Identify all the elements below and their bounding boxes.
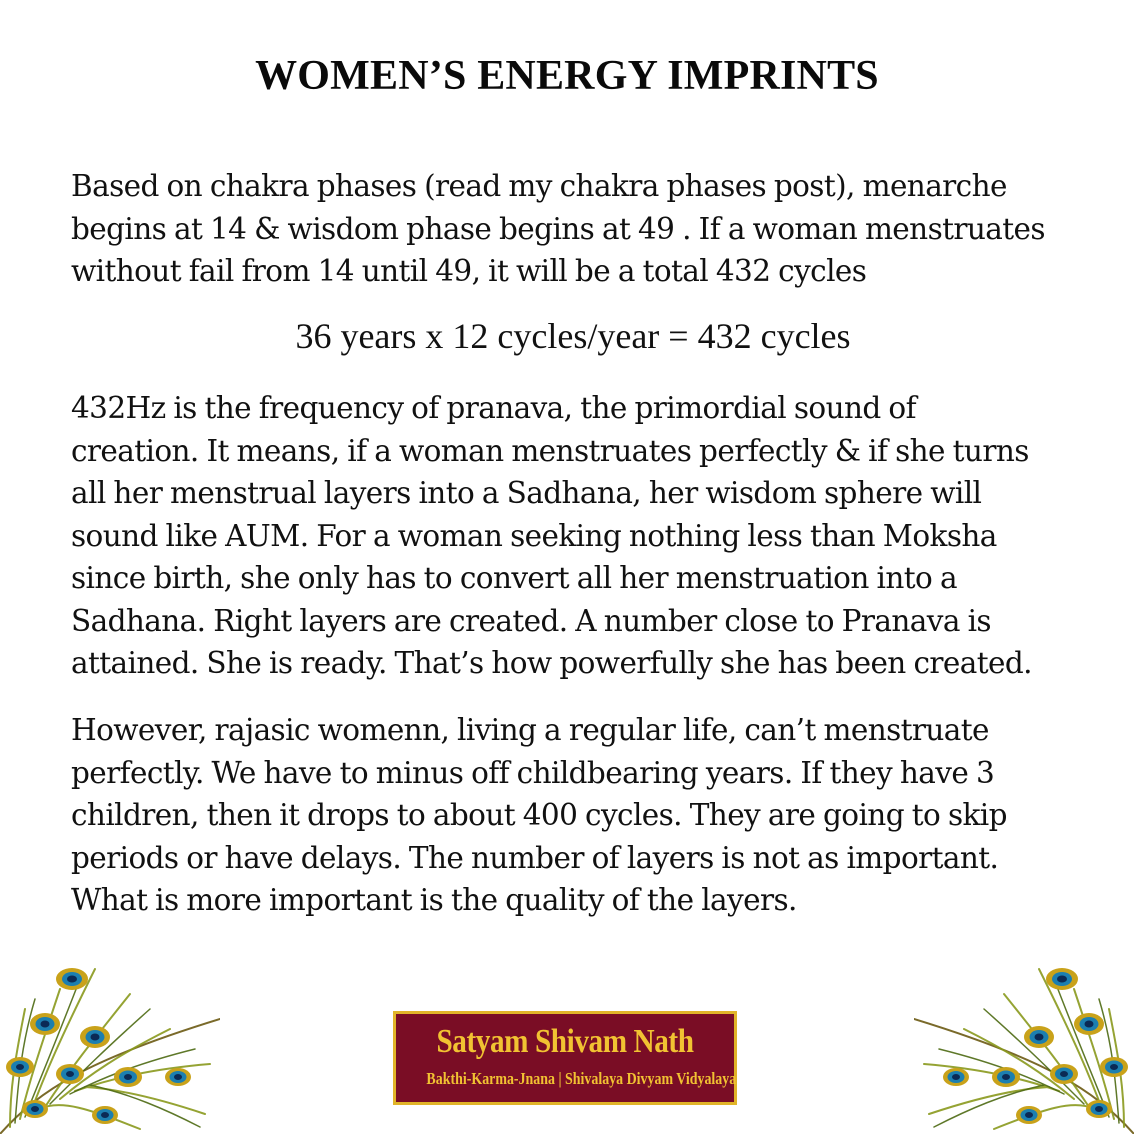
paragraph-line: perfectly. We have to minus off childbearing years. If they have 3 [71,755,995,790]
paragraph-line: begins at 14 & wisdom phase begins at 49 . If a woman menstruates [71,211,1045,246]
paragraph-line: creation. It means, if a woman menstruates perfectly & if she turns [71,433,1029,468]
cycles-equation: 36 years x 12 cycles/year = 432 cycles [295,316,851,356]
paragraph-line: Based on chakra phases (read my chakra phases post), menarche [71,169,1007,203]
paragraph-rajasic-women [71,709,1081,922]
paragraph-line: children, then it drops to about 400 cycles. They are going to skip [71,798,1007,832]
paragraph-line: all her menstrual layers into a Sadhana, her wisdom sphere will [71,476,982,510]
paragraph-line: periods or have delays. The number of layers is not as important. [71,840,999,875]
paragraph-line: 432Hz is the frequency of pranava, the primordial sound of [71,391,916,425]
paragraph-line: However, rajasic womenn, living a regular life, can’t menstruate [71,713,989,747]
paragraph-chakra-phases [71,165,1081,293]
paragraph-line: Sadhana. Right layers are created. A number close to Pranava is [71,603,991,638]
paragraph-pranava [71,387,1081,685]
paragraph-line: What is more important is the quality of the layers. [71,883,797,917]
paragraph-line: since birth, she only has to convert all her menstruation into a [71,561,957,595]
brand-tagline: Bakthi-Karma-Jnana | Shivalaya Divyam Vidyalaya [426,1069,737,1088]
paragraph-line: attained. She is ready. That’s how powerfully she has been created. [71,646,1032,680]
page-title: WOMEN’S ENERGY IMPRINTS [255,53,879,99]
brand-name: Satyam Shivam Nath [436,1023,694,1060]
paragraph-line: without fail from 14 until 49, it will be a total 432 cycles [71,254,867,288]
peacock-feather-icon [0,949,220,1134]
paragraph-line: sound like AUM. For a woman seeking nothing less than Moksha [71,518,997,553]
peacock-feather-icon [914,949,1134,1134]
brand-logo [393,1011,737,1105]
